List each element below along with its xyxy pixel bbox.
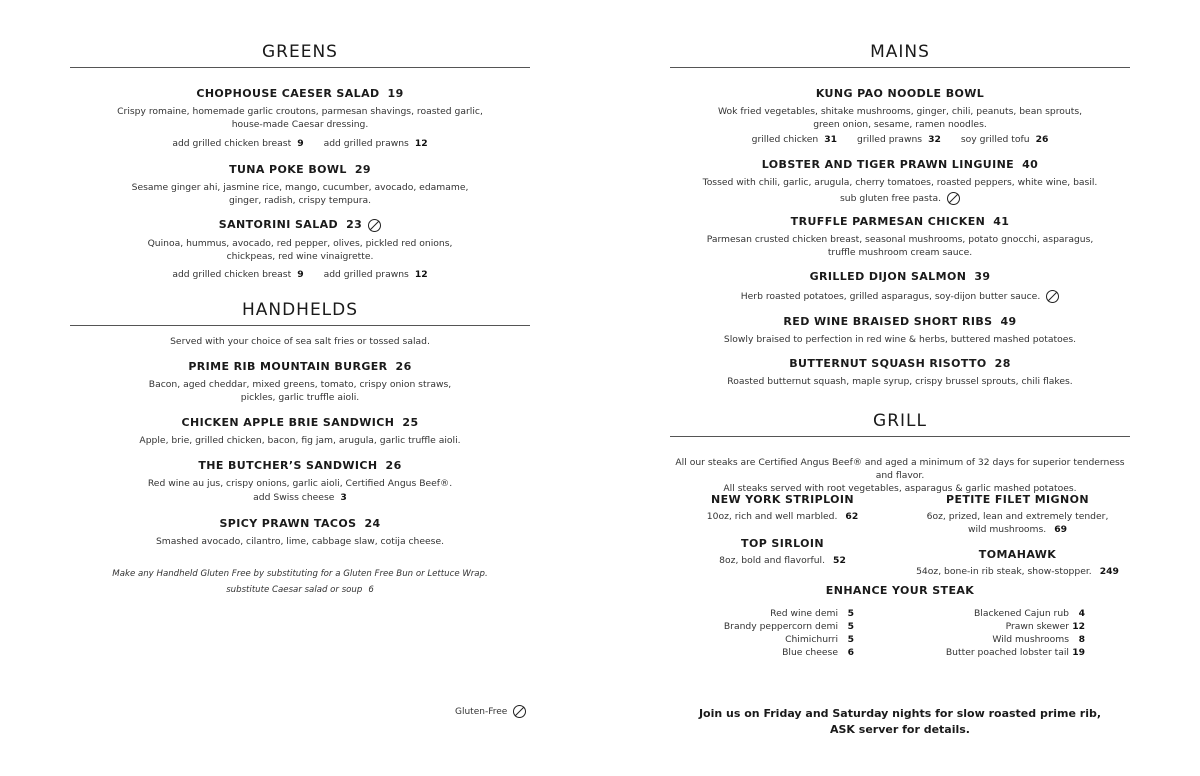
promo-line: Join us on Friday and Saturday nights for slow roasted prime rib, <box>698 707 1102 720</box>
santorini-salad-title <box>70 218 530 232</box>
item-price: 62 <box>845 511 859 522</box>
addon-price: 12 <box>414 269 428 280</box>
item-price: 26 <box>395 360 412 373</box>
option-price: 31 <box>824 134 838 145</box>
addon-price: 3 <box>340 492 347 503</box>
item-name: GRILLED DIJON SALMON <box>809 270 967 283</box>
desc-line: Quinoa, hummus, avocado, red pepper, olives, pickled red onions, <box>147 238 453 249</box>
enhance-price: 5 <box>847 621 854 632</box>
enhance-item <box>670 646 854 659</box>
butchers-sandwich-title <box>70 459 530 472</box>
truffle-chicken-title <box>670 215 1130 228</box>
santorini-salad-description <box>70 237 530 263</box>
item-price: 40 <box>1022 158 1039 171</box>
desc-line: house-made Caesar dressing. <box>231 119 369 130</box>
item-name: TOMAHAWK <box>978 548 1057 561</box>
enhance-price: 6 <box>847 647 854 658</box>
enhance-heading: ENHANCE YOUR STEAK <box>825 584 975 597</box>
item-name: CHOPHOUSE CAESER SALAD <box>196 87 380 100</box>
desc-line: pickles, garlic truffle aioli. <box>240 392 360 403</box>
enhance-price: 12 <box>1072 621 1085 632</box>
option-price: 32 <box>928 134 941 145</box>
item-name: THE BUTCHER’S SANDWICH <box>198 459 378 472</box>
enhance-item <box>885 620 1085 633</box>
desc-line: Wok fried vegetables, shitake mushrooms, ginger, chili, peanuts, bean sprouts, <box>717 106 1083 117</box>
sirloin-item <box>670 537 895 567</box>
addon-label: add grilled chicken breast <box>172 269 292 280</box>
addon-label: add grilled prawns <box>323 138 409 149</box>
grill-heading: GRILL <box>670 411 1130 437</box>
mains-heading: MAINS <box>670 42 1130 68</box>
item-price: 29 <box>354 163 371 176</box>
enhance-label: Brandy peppercorn demi <box>723 621 838 632</box>
item-name: RED WINE BRAISED SHORT RIBS <box>783 315 993 328</box>
enhance-label: Butter poached lobster tail <box>945 647 1069 658</box>
addon-price: 9 <box>297 269 304 280</box>
dijon-salmon-title <box>670 270 1130 283</box>
note-price: 6 <box>368 585 374 595</box>
enhance-label: Chimichurri <box>785 634 838 645</box>
tomahawk-description <box>905 565 1130 578</box>
gluten-free-icon <box>947 192 960 205</box>
desc-line: truffle mushroom cream sauce. <box>827 247 973 258</box>
enhance-label: Prawn skewer <box>1005 621 1069 632</box>
enhance-list-right <box>885 607 1085 659</box>
striploin-item <box>670 493 895 523</box>
gluten-free-icon <box>368 219 381 232</box>
addon-label: add Swiss cheese <box>253 492 335 503</box>
truffle-chicken-description <box>670 233 1130 259</box>
desc-line: green onion, sesame, ramen noodles. <box>813 119 987 130</box>
prime-rib-burger-description <box>70 378 530 404</box>
item-price: 24 <box>364 517 381 530</box>
option-label: grilled prawns <box>857 134 923 145</box>
desc-line: Parmesan crusted chicken breast, seasonal mushrooms, potato gnocchi, asparagus, <box>706 234 1094 245</box>
item-name: TOP SIRLOIN <box>741 537 824 550</box>
desc-line: chickpeas, red wine vinaigrette. <box>226 251 374 262</box>
item-price: 41 <box>993 215 1010 228</box>
risotto-description: Roasted butternut squash, maple syrup, crispy brussel sprouts, chili flakes. <box>727 376 1073 387</box>
dijon-salmon-description <box>670 290 1130 303</box>
gluten-free-icon <box>513 705 526 718</box>
promo-line: ASK server for details. <box>830 723 970 736</box>
chicken-brie-title <box>70 416 530 429</box>
enhance-label: Blue cheese <box>782 647 838 658</box>
legend-label: Gluten-Free <box>455 707 508 717</box>
item-price: 52 <box>833 555 846 566</box>
enhance-label: Blackened Cajun rub <box>973 608 1069 619</box>
item-name: SANTORINI SALAD <box>218 218 339 231</box>
prime-rib-promo <box>670 706 1130 738</box>
handhelds-intro: Served with your choice of sea salt fries or tossed salad. <box>170 336 430 347</box>
desc-line: 54oz, bone-in rib steak, show-stopper. <box>916 566 1092 577</box>
enhance-label: Wild mushrooms <box>992 634 1069 645</box>
note-line: substitute Caesar salad or soup <box>226 585 363 595</box>
item-price: 249 <box>1099 566 1119 577</box>
item-price: 23 <box>346 218 363 231</box>
gluten-free-icon <box>1046 290 1059 303</box>
enhance-item <box>885 633 1085 646</box>
short-ribs-description: Slowly braised to perfection in red wine & herbs, buttered mashed potatoes. <box>723 334 1077 345</box>
item-price: 26 <box>385 459 402 472</box>
desc-line: Sesame ginger ahi, jasmine rice, mango, cucumber, avocado, edamame, <box>131 182 469 193</box>
tuna-poke-title <box>70 163 530 176</box>
caesar-salad-title <box>70 87 530 100</box>
filet-description <box>905 510 1130 536</box>
option-price: 26 <box>1035 134 1049 145</box>
item-price: 19 <box>387 87 404 100</box>
desc-line: wild mushrooms. <box>967 524 1047 535</box>
grill-intro <box>670 456 1130 495</box>
enhance-item <box>670 633 854 646</box>
tomahawk-item <box>905 548 1130 578</box>
item-price: 25 <box>402 416 419 429</box>
option-label: grilled chicken <box>751 134 819 145</box>
desc-line: Crispy romaine, homemade garlic croutons, parmesan shavings, roasted garlic, <box>117 106 483 117</box>
filet-item <box>905 493 1130 536</box>
steaks-right <box>905 493 1130 587</box>
sirloin-description <box>670 554 895 567</box>
kung-pao-description <box>670 105 1130 131</box>
item-price: 49 <box>1000 315 1017 328</box>
tuna-poke-description <box>70 181 530 207</box>
item-price: 28 <box>994 357 1011 370</box>
item-name: PRIME RIB MOUNTAIN BURGER <box>188 360 388 373</box>
steaks-left <box>670 493 895 576</box>
prime-rib-burger-title <box>70 360 530 373</box>
note-line: Make any Handheld Gluten Free by substituting for a Gluten Free Bun or Lettuce Wrap. <box>112 569 488 579</box>
greens-heading: GREENS <box>70 42 530 68</box>
enhance-price: 5 <box>847 634 854 645</box>
addon-price: 9 <box>297 138 304 149</box>
gluten-free-legend <box>455 705 526 718</box>
lobster-linguine-description <box>670 176 1130 205</box>
enhance-list-left <box>670 607 854 659</box>
addon-label: add grilled chicken breast <box>172 138 292 149</box>
desc-line: Tossed with chili, garlic, arugula, cherry tomatoes, roasted peppers, white wine, basil. <box>702 177 1098 188</box>
item-name: TRUFFLE PARMESAN CHICKEN <box>790 215 986 228</box>
butchers-sandwich-addons <box>70 492 530 503</box>
striploin-description <box>670 510 895 523</box>
item-name: LOBSTER AND TIGER PRAWN LINGUINE <box>761 158 1015 171</box>
item-price: 69 <box>1054 524 1068 535</box>
desc-line: ginger, radish, crispy tempura. <box>228 195 372 206</box>
item-name: PETITE FILET MIGNON <box>946 493 1089 506</box>
chicken-brie-description: Apple, brie, grilled chicken, bacon, fig jam, arugula, garlic truffle aioli. <box>139 435 461 446</box>
desc-line: 8oz, bold and flavorful. <box>719 555 826 566</box>
enhance-price: 4 <box>1078 608 1085 619</box>
desc-line: All steaks served with root vegetables, asparagus & garlic mashed potatoes. <box>723 483 1077 494</box>
enhance-item <box>670 607 854 620</box>
addon-label: add grilled prawns <box>323 269 409 280</box>
butchers-sandwich-description: Red wine au jus, crispy onions, garlic aioli, Certified Angus Beef®. <box>147 478 453 489</box>
prawn-tacos-description: Smashed avocado, cilantro, lime, cabbage slaw, cotija cheese. <box>155 536 445 547</box>
enhance-price: 19 <box>1072 647 1085 658</box>
item-price: 39 <box>974 270 991 283</box>
addon-price: 12 <box>414 138 428 149</box>
enhance-price: 5 <box>847 608 854 619</box>
option-label: soy grilled tofu <box>960 134 1030 145</box>
enhance-item <box>670 620 854 633</box>
prawn-tacos-title <box>70 517 530 530</box>
caesar-salad-addons <box>70 138 530 149</box>
enhance-label: Red wine demi <box>770 608 838 619</box>
kung-pao-title <box>670 87 1130 100</box>
item-name: KUNG PAO NOODLE BOWL <box>815 87 985 100</box>
short-ribs-title <box>670 315 1130 328</box>
gluten-free-note <box>70 566 530 598</box>
risotto-title <box>670 357 1130 370</box>
caesar-salad-description <box>70 105 530 131</box>
lobster-linguine-title <box>670 158 1130 171</box>
item-name: CHICKEN APPLE BRIE SANDWICH <box>181 416 395 429</box>
desc-line: Bacon, aged cheddar, mixed greens, tomato, crispy onion straws, <box>148 379 452 390</box>
item-name: NEW YORK STRIPLOIN <box>711 493 854 506</box>
desc-line: Herb roasted potatoes, grilled asparagus, soy-dijon butter sauce. <box>740 291 1041 302</box>
item-name: SPICY PRAWN TACOS <box>219 517 357 530</box>
desc-line: 6oz, prized, lean and extremely tender, <box>926 511 1109 522</box>
item-name: BUTTERNUT SQUASH RISOTTO <box>789 357 987 370</box>
enhance-price: 8 <box>1078 634 1085 645</box>
handhelds-heading: HANDHELDS <box>70 300 530 326</box>
kung-pao-options <box>670 134 1130 145</box>
desc-line: sub gluten free pasta. <box>839 193 941 204</box>
desc-line: All our steaks are Certified Angus Beef® and aged a minimum of 32 days for superior tenderness and flavor. <box>675 457 1125 481</box>
enhance-item <box>885 646 1085 659</box>
item-name: TUNA POKE BOWL <box>229 163 347 176</box>
enhance-item <box>885 607 1085 620</box>
desc-line: 10oz, rich and well marbled. <box>706 511 838 522</box>
santorini-salad-addons <box>70 269 530 280</box>
